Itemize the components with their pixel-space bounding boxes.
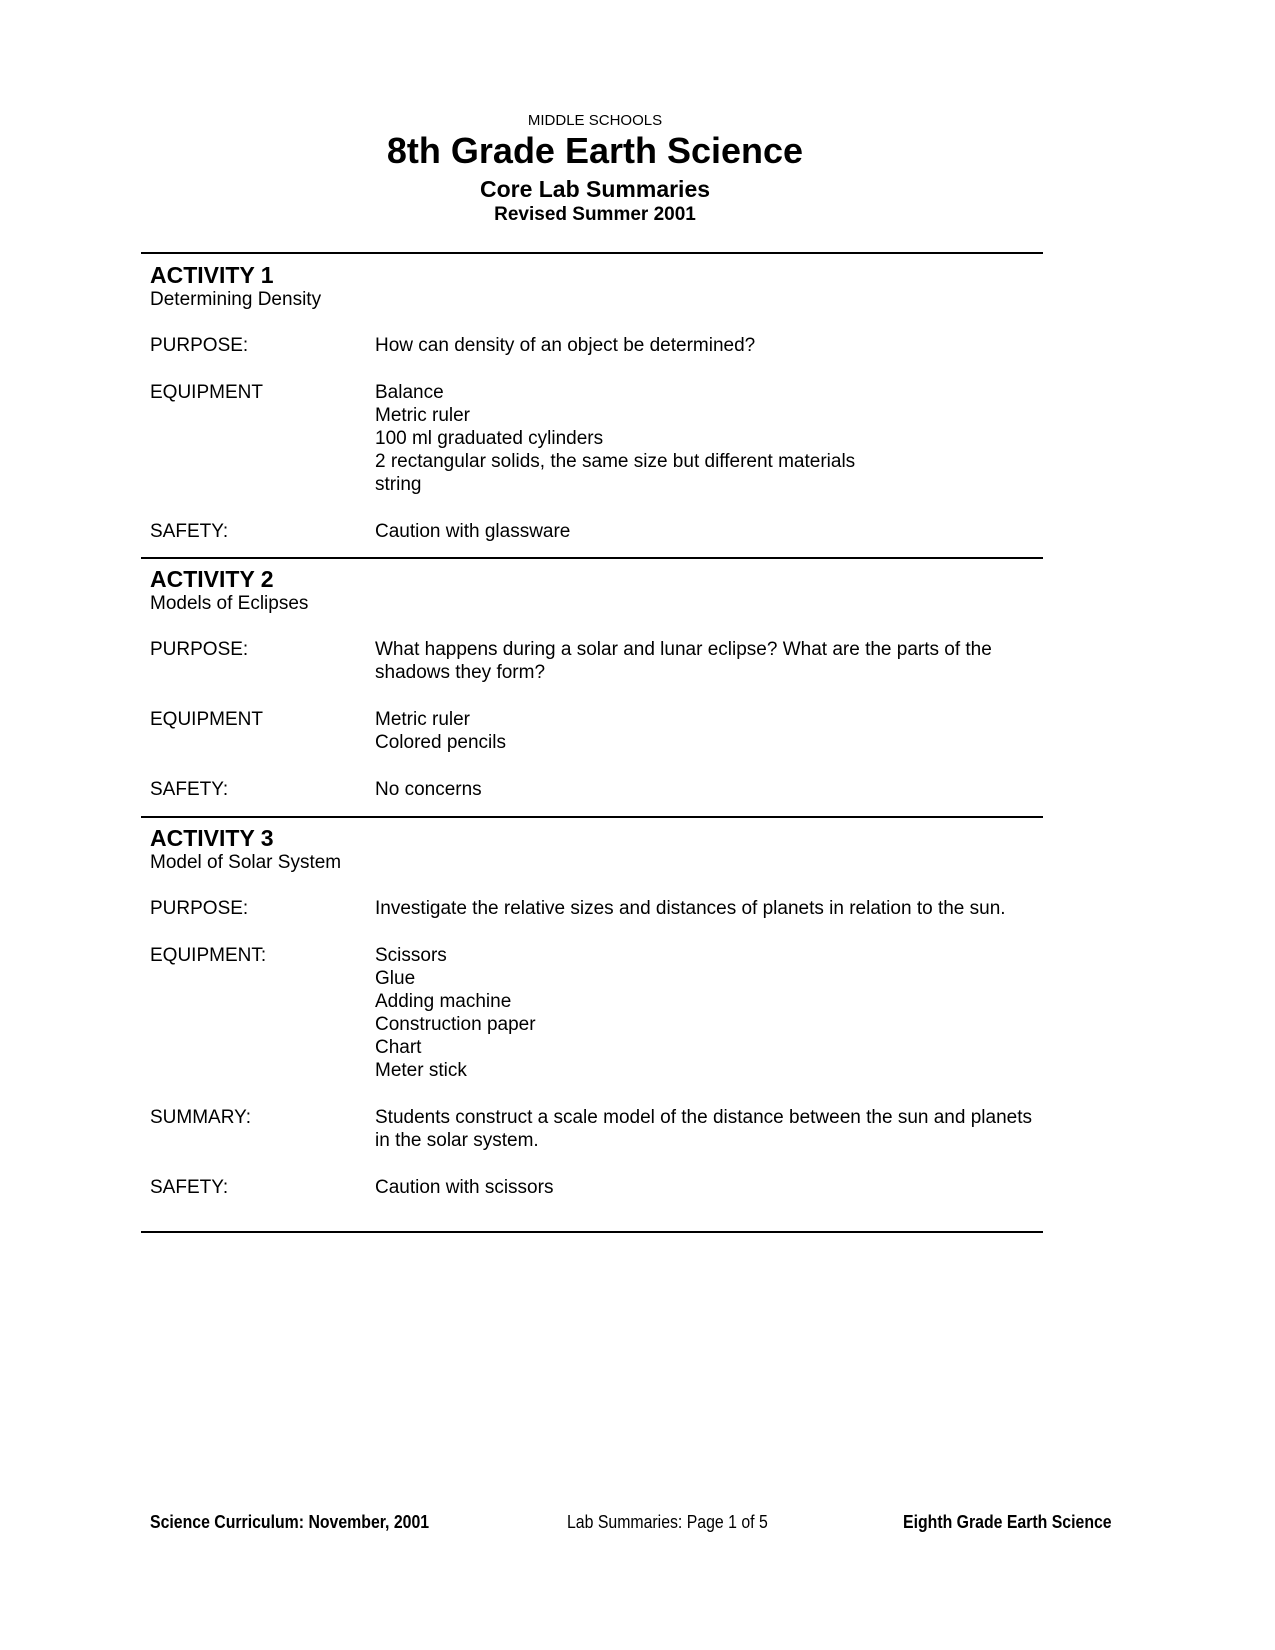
document-revised-date: Revised Summer 2001 bbox=[494, 204, 696, 225]
safety-label: SAFETY: bbox=[150, 1177, 229, 1198]
equipment-item: Glue bbox=[375, 968, 416, 989]
footer-curriculum: Science Curriculum: November, 2001 bbox=[150, 1512, 430, 1532]
purpose-text: What happens during a solar and lunar eclipse? What are the parts of the shadows they form? bbox=[375, 639, 992, 683]
safety-row bbox=[150, 1176, 1043, 1199]
safety-text: Caution with scissors bbox=[375, 1177, 554, 1198]
equipment-item: Scissors bbox=[375, 945, 447, 966]
purpose-label: PURPOSE: bbox=[150, 639, 249, 660]
equipment-item: Meter stick bbox=[375, 1060, 467, 1081]
equipment-list bbox=[375, 381, 1043, 496]
safety-row bbox=[150, 520, 1043, 543]
footer-course: Eighth Grade Earth Science bbox=[903, 1512, 1112, 1532]
purpose-row bbox=[150, 897, 1043, 920]
document-title: 8th Grade Earth Science bbox=[386, 130, 804, 171]
activity-2 bbox=[150, 566, 1043, 825]
safety-text: Caution with glassware bbox=[375, 521, 571, 542]
equipment-item: Chart bbox=[375, 1037, 422, 1058]
summary-label: SUMMARY: bbox=[150, 1107, 252, 1128]
divider-top bbox=[141, 252, 1043, 254]
safety-text: No concerns bbox=[375, 779, 482, 800]
equipment-label: EQUIPMENT: bbox=[150, 945, 267, 966]
safety-row bbox=[150, 778, 1043, 801]
purpose-label: PURPOSE: bbox=[150, 335, 249, 356]
safety-label: SAFETY: bbox=[150, 779, 229, 800]
equipment-item: Construction paper bbox=[375, 1014, 536, 1035]
equipment-item: Balance bbox=[375, 382, 444, 403]
equipment-label: EQUIPMENT bbox=[150, 382, 263, 403]
equipment-item: Metric ruler bbox=[375, 709, 471, 730]
summary-row bbox=[150, 1106, 1043, 1152]
equipment-item: 2 rectangular solids, the same size but different materials bbox=[375, 451, 856, 472]
purpose-text: Investigate the relative sizes and distances of planets in relation to the sun. bbox=[375, 898, 1006, 919]
purpose-label: PURPOSE: bbox=[150, 898, 249, 919]
purpose-text: How can density of an object be determined? bbox=[375, 335, 756, 356]
equipment-list bbox=[375, 944, 1043, 1082]
activity-subtitle: Models of Eclipses bbox=[150, 593, 309, 614]
activity-3 bbox=[150, 825, 1043, 1223]
equipment-item: Adding machine bbox=[375, 991, 512, 1012]
activity-subtitle: Model of Solar System bbox=[150, 852, 342, 873]
purpose-row bbox=[150, 638, 1043, 684]
document-org: MIDDLE SCHOOLS bbox=[527, 112, 663, 129]
divider-activity-2 bbox=[141, 816, 1043, 818]
equipment-item: 100 ml graduated cylinders bbox=[375, 428, 604, 449]
equipment-item: string bbox=[375, 474, 422, 495]
activity-subtitle: Determining Density bbox=[150, 289, 322, 310]
activity-heading: ACTIVITY 3 bbox=[150, 825, 274, 851]
equipment-label: EQUIPMENT bbox=[150, 709, 263, 730]
equipment-row bbox=[150, 381, 1043, 496]
equipment-row bbox=[150, 944, 1043, 1082]
equipment-row bbox=[150, 708, 1043, 754]
purpose-row bbox=[150, 334, 1043, 357]
summary-text: Students construct a scale model of the distance between the sun and planets in the solar system. bbox=[375, 1107, 1032, 1151]
divider-activity-1 bbox=[141, 557, 1043, 559]
footer-page-number: Lab Summaries: Page 1 of 5 bbox=[567, 1512, 768, 1532]
activity-heading: ACTIVITY 2 bbox=[150, 566, 274, 592]
safety-label: SAFETY: bbox=[150, 521, 229, 542]
equipment-item: Colored pencils bbox=[375, 732, 506, 753]
divider-bottom bbox=[141, 1231, 1043, 1233]
document-subtitle: Core Lab Summaries bbox=[479, 176, 711, 202]
equipment-list bbox=[375, 708, 1043, 754]
equipment-item: Metric ruler bbox=[375, 405, 471, 426]
activity-1 bbox=[150, 262, 1043, 567]
activity-heading: ACTIVITY 1 bbox=[150, 262, 274, 288]
